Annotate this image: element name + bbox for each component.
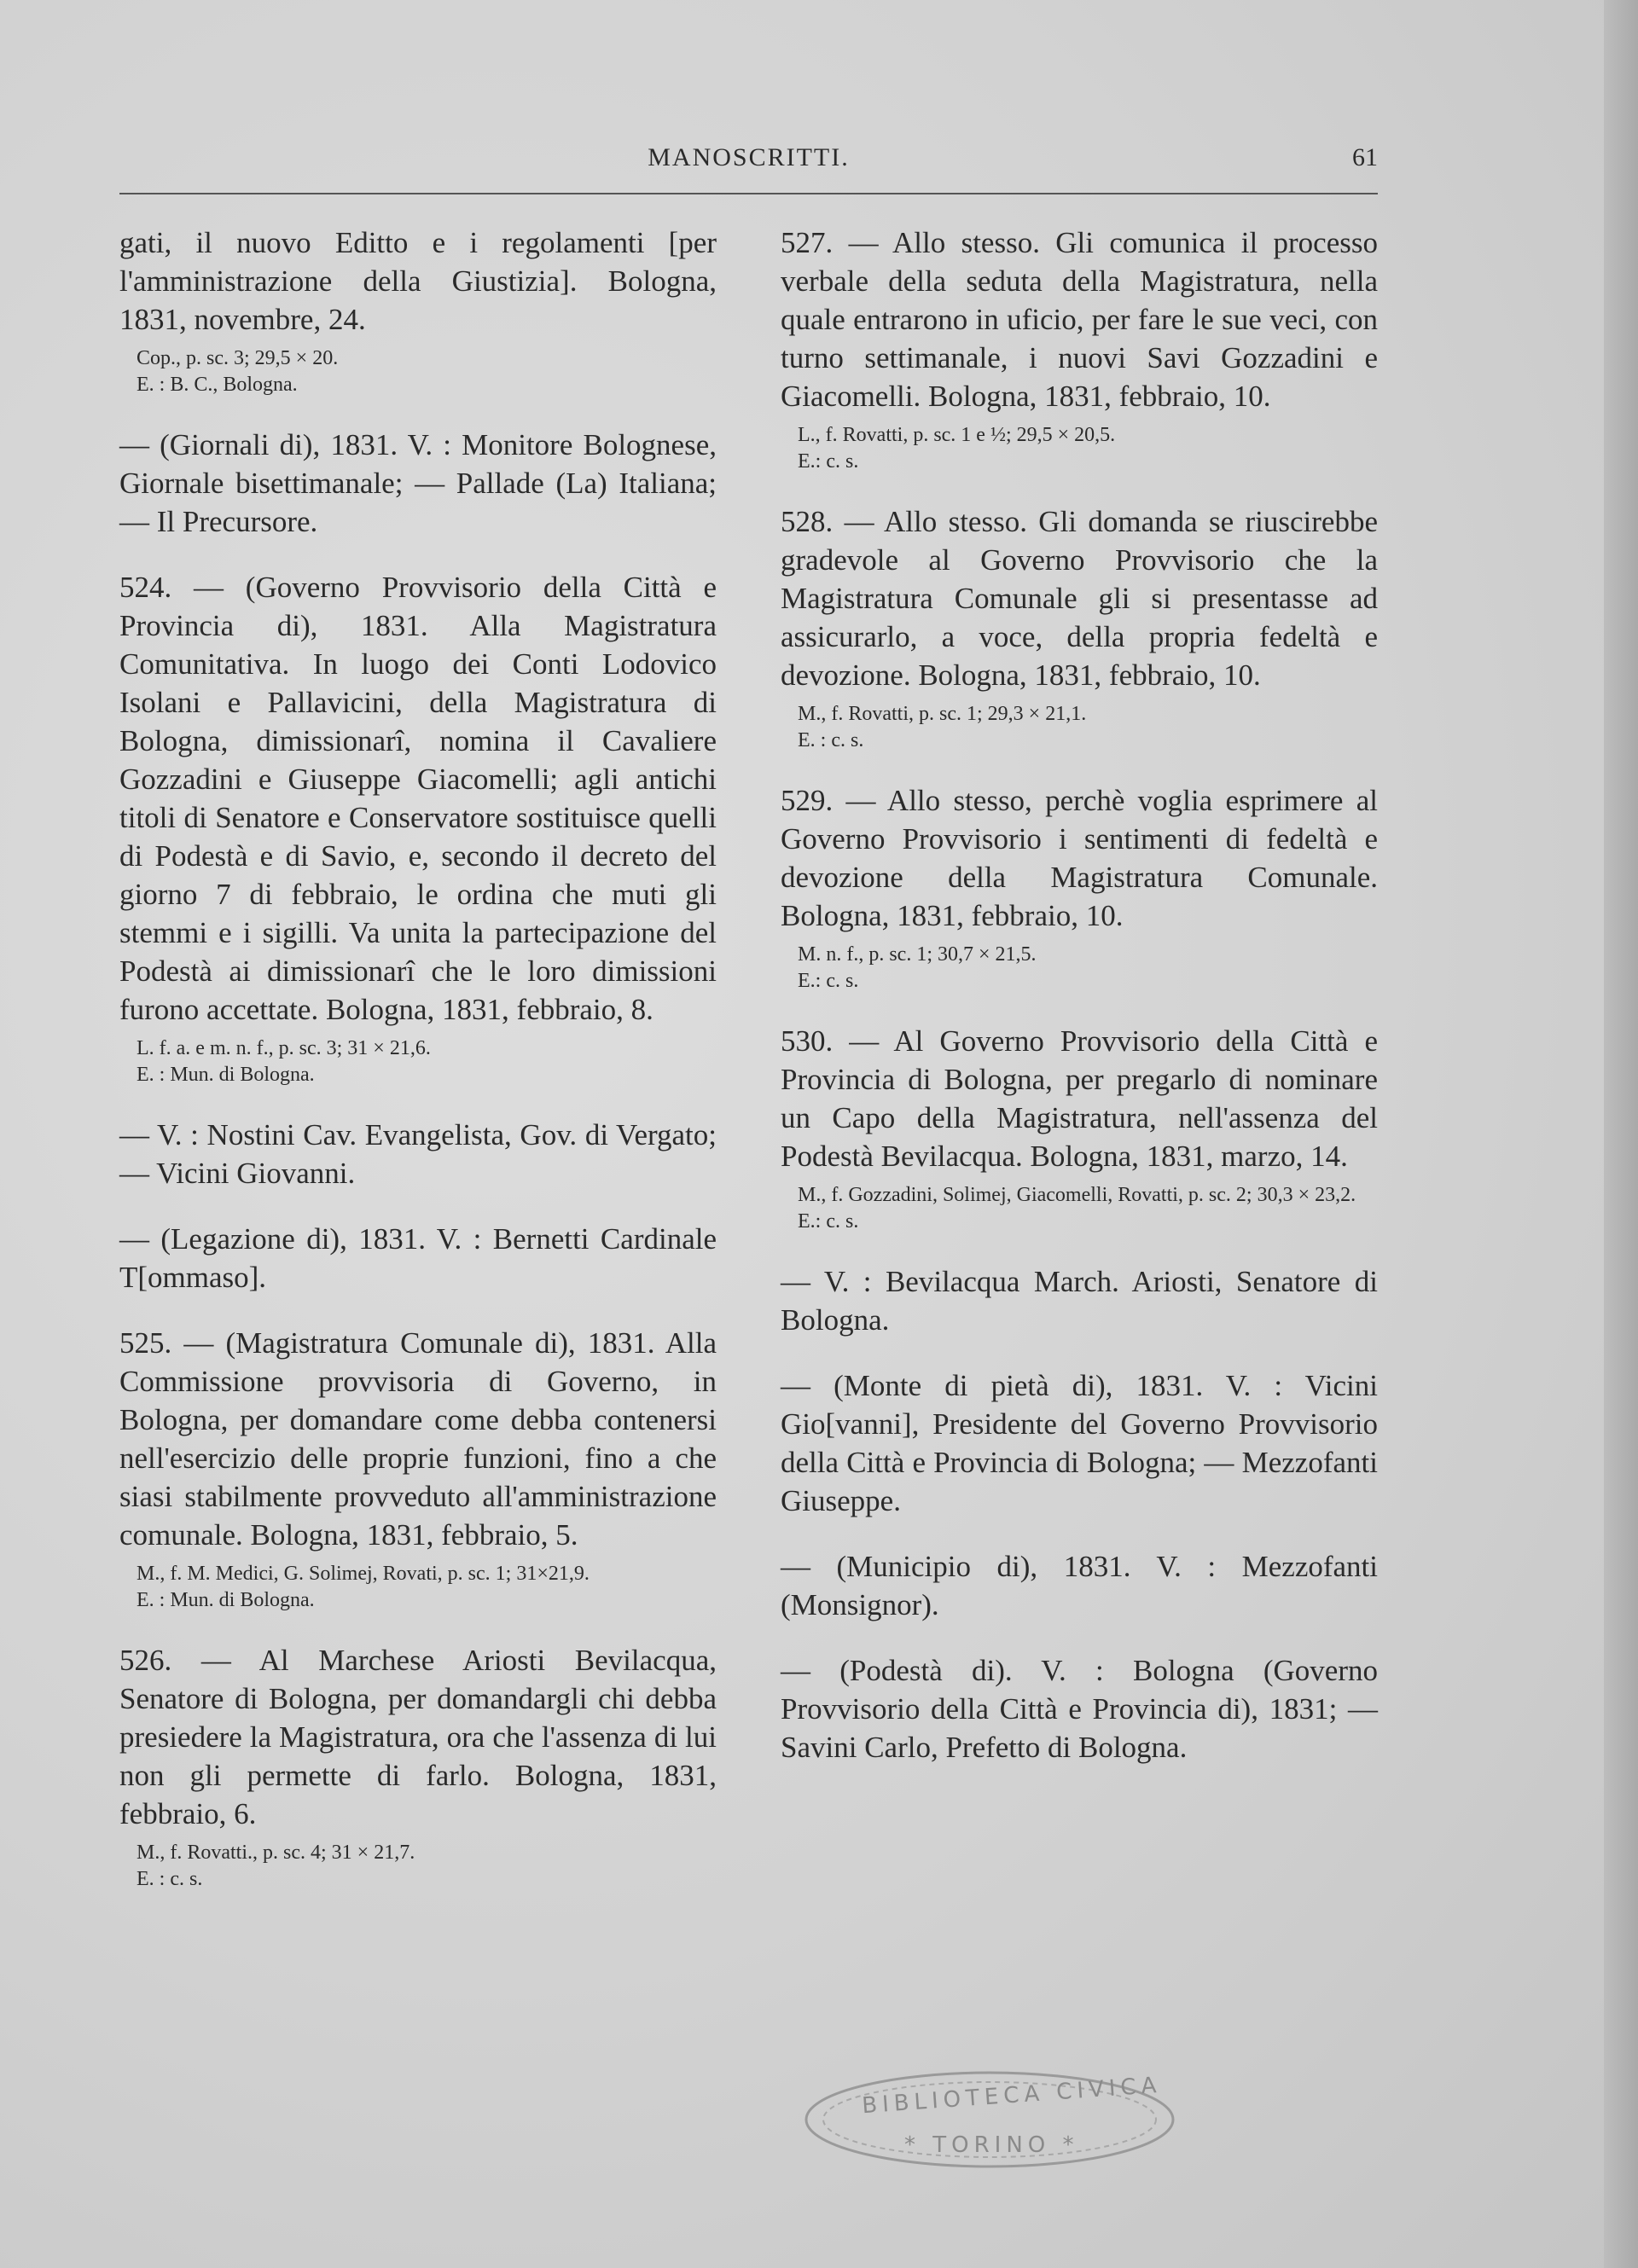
entry-text: — V. : Nostini Cav. Evangelista, Gov. di Vergato; — Vicini Giovanni.	[119, 1118, 717, 1190]
meta-line: Cop., p. sc. 3; 29,5 × 20.	[136, 347, 339, 369]
entry-monte-di-pieta	[781, 1366, 1378, 1520]
meta-line: E. : Mun. di Bologna.	[136, 1064, 315, 1086]
meta-line: E.: c. s.	[798, 1210, 859, 1233]
entry-529	[781, 781, 1378, 995]
entry-text: gati, il nuovo Editto e i regolamenti [per l'amministrazione della Giustizia]. Bologna, 1831, novembre, 24.	[119, 226, 717, 336]
meta-line: L. f. a. e m. n. f., p. sc. 3; 31 × 21,6.	[136, 1037, 431, 1059]
entry-text: 526. — Al Marchese Ariosti Bevilacqua, Senatore di Bologna, per domandargli chi debba presiedere la Magistratura, ora che l'assenza di lui non gli permette di farlo. Bologna, 1831, febbraio, 6.	[119, 1644, 717, 1830]
entry-524	[119, 568, 717, 1088]
entry-text: 529. — Allo stesso, perchè voglia esprimere al Governo Provvisorio i sentimenti di fedeltà e devozione della Magistratura Comunale. Bologna, 1831, febbraio, 10.	[781, 784, 1378, 932]
running-header	[119, 143, 1378, 186]
entry-continuation	[119, 223, 717, 398]
entry-legazione	[119, 1220, 717, 1296]
entry-meta	[136, 1561, 717, 1614]
meta-line: M., f. Rovatti., p. sc. 4; 31 × 21,7.	[136, 1842, 415, 1864]
entry-text: — (Giornali di), 1831. V. : Monitore Bolognese, Giornale bisettimanale; — Pallade (La) Italiana; — Il Precursore.	[119, 428, 717, 538]
entry-text: 527. — Allo stesso. Gli comunica il processo verbale della seduta della Magistratura, nella quale entrarono in uficio, per fare le sue veci, con turno settimanale, i nuovi Savi Gozzadini e Giacomelli. Bologna, 1831, febbraio, 10.	[781, 226, 1378, 413]
meta-line: E. : c. s.	[136, 1868, 203, 1890]
entry-meta	[798, 701, 1378, 754]
entry-text: — (Legazione di), 1831. V. : Bernetti Cardinale T[ommaso].	[119, 1222, 717, 1294]
entry-meta	[798, 1182, 1378, 1235]
entry-text: 530. — Al Governo Provvisorio della Città e Provincia di Bologna, per pregarlo di nominare un Capo della Magistratura, nell'assenza del Podestà Bevilacqua. Bologna, 1831, marzo, 14.	[781, 1024, 1378, 1173]
stamp-text-bottom: * TORINO *	[904, 2132, 1079, 2158]
entry-meta	[798, 422, 1378, 475]
header-rule	[119, 193, 1378, 194]
entry-text: — (Monte di pietà di), 1831. V. : Vicini Gio[vanni], Presidente del Governo Provvisorio della Città e Provincia di Bologna; — Mezzofanti Giuseppe.	[781, 1369, 1378, 1517]
meta-line: E.: c. s.	[798, 450, 859, 473]
entry-meta	[136, 1035, 717, 1088]
entry-podesta	[781, 1651, 1378, 1766]
right-column	[781, 223, 1378, 1794]
entry-530	[781, 1022, 1378, 1235]
entry-municipio	[781, 1547, 1378, 1624]
header-title: MANOSCRITTI.	[648, 143, 850, 171]
meta-line: E. : B. C., Bologna.	[136, 374, 298, 396]
left-column	[119, 223, 717, 1920]
entry-text: — (Podestà di). V. : Bologna (Governo Provvisorio della Città e Provincia di), 1831; — Savini Carlo, Prefetto di Bologna.	[781, 1654, 1378, 1764]
entry-526	[119, 1641, 717, 1893]
entry-528	[781, 502, 1378, 754]
entry-see-bevilacqua	[781, 1262, 1378, 1339]
library-stamp	[793, 2064, 1186, 2175]
entry-text: 524. — (Governo Provvisorio della Città e Provincia di), 1831. Alla Magistratura Comunitativa. In luogo dei Conti Lodovico Isolani e Pallavicini, della Magistratura di Bologna, dimissionarî, nomina il Cavaliere Gozzadini e Giuseppe Giacomelli; agli antichi titoli di Senatore e Conservatore sostituisce quelli di Podestà e di Savio, e, secondo il decreto del giorno 7 di febbraio, le ordina che muti gli stemmi e i sigilli. Va unita la partecipazione del Podestà ai dimissionarî che le loro dimissioni furono accettate. Bologna, 1831, febbraio, 8.	[119, 571, 717, 1026]
entry-text: — (Municipio di), 1831. V. : Mezzofanti (Monsignor).	[781, 1550, 1378, 1621]
meta-line: E.: c. s.	[798, 970, 859, 992]
meta-line: E. : Mun. di Bologna.	[136, 1589, 315, 1611]
meta-line: M., f. Rovatti, p. sc. 1; 29,3 × 21,1.	[798, 703, 1087, 725]
entry-giornali	[119, 426, 717, 541]
entry-text: 528. — Allo stesso. Gli domanda se riuscirebbe gradevole al Governo Provvisorio che la Magistratura Comunale gli si presentasse ad assicurarlo, a voce, della propria fedeltà e devozione. Bologna, 1831, febbraio, 10.	[781, 505, 1378, 692]
meta-line: M. n. f., p. sc. 1; 30,7 × 21,5.	[798, 943, 1037, 966]
page-edge-shadow	[1604, 0, 1638, 2268]
stamp-text-top: BIBLIOTECA CIVICA	[861, 2072, 1163, 2120]
entry-meta	[136, 1840, 717, 1893]
entry-see-nostini	[119, 1116, 717, 1192]
entry-527	[781, 223, 1378, 475]
entry-meta	[136, 345, 717, 398]
entry-meta	[798, 942, 1378, 995]
page-number: 61	[1352, 143, 1378, 171]
entry-text: — V. : Bevilacqua March. Ariosti, Senatore di Bologna.	[781, 1265, 1378, 1337]
entry-525	[119, 1324, 717, 1614]
meta-line: M., f. M. Medici, G. Solimej, Rovati, p. sc. 1; 31×21,9.	[136, 1563, 590, 1585]
meta-line: M., f. Gozzadini, Solimej, Giacomelli, Rovatti, p. sc. 2; 30,3 × 23,2.	[798, 1184, 1356, 1206]
meta-line: E. : c. s.	[798, 729, 864, 751]
entry-text: 525. — (Magistratura Comunale di), 1831. Alla Commissione provvisoria di Governo, in Bologna, per domandare come debba contenersi nell'esercizio delle proprie funzioni, fino a che siasi stabilmente provveduto all'amministrazione comunale. Bologna, 1831, febbraio, 5.	[119, 1326, 717, 1552]
meta-line: L., f. Rovatti, p. sc. 1 e ½; 29,5 × 20,5.	[798, 424, 1116, 446]
